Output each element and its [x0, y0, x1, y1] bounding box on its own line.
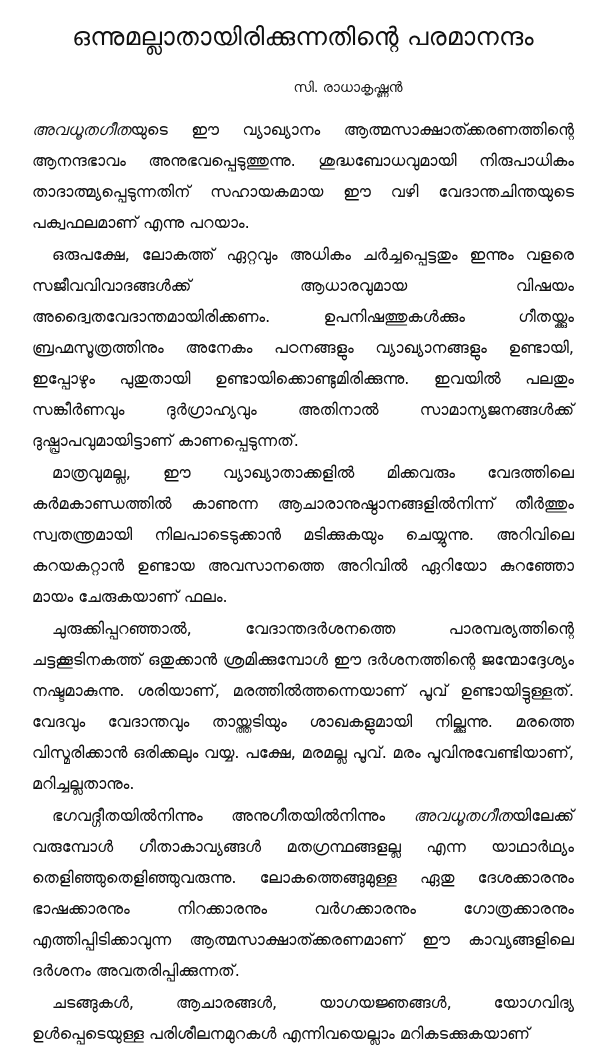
paragraph-text: ഭഗവദ്ഗീതയിൽനിന്നും അനുഗീതയിൽനിന്നും [52, 806, 414, 825]
paragraph-text: യുടെ ഈ വ്യാഖ്യാനം ആത്മസാക്ഷാത്ക്കരണത്തിന്റെ ആനന്ദഭാവം അനുഭവപ്പെടുത്തുന്നു. ശുദ്ധബോധവുമായി നിരുപാധികം താദാത്മ്യപ്പെടുന്നതിന് സഹായകമായ ഈ വഴി വേദാന്തചിന്തയുടെ പക്വഫലമാണ് എന്നു പറയാം. [32, 120, 574, 232]
book-title-italic: അവധൂതഗീത [32, 120, 131, 139]
article-title: ഒന്നുമല്ലാതായിരിക്കുന്നതിന്റെ പരമാനന്ദം [72, 22, 534, 51]
article-body [32, 114, 574, 1049]
paragraph-4: ചുരുക്കിപ്പറഞ്ഞാൽ, വേദാന്തദർശനത്തെ പാരമ്പര്യത്തിന്റെ ചട്ടക്കൂടിനകത്ത് ഒതുക്കാൻ ശ്രമിക്കുമ്പോൾ ഈ ദർശനത്തിന്റെ ജന്മോദ്ദേശ്യം നഷ്ടമാകുന്നു. ശരിയാണ്, മരത്തിൽത്തന്നെയാണ് പൂവ് ഉണ്ടായിട്ടുള്ളത്. വേദവും വേദാന്തവും തായ്ത്തടിയും ശാഖകളുമായി നില്ക്കുന്നു. മരത്തെ വിസ്മരിക്കാൻ ഒരിക്കലും വയ്യ. പക്ഷേ, മരമല്ല പൂവ്. മരം പൂവിനുവേണ്ടിയാണ്, മറിച്ചല്ലതാനും. [32, 619, 574, 793]
paragraph-3: മാത്രവുമല്ല, ഈ വ്യാഖ്യാതാക്കളിൽ മിക്കവരും വേദത്തിലെ കർമകാണ്ഡത്തിൽ കാണുന്ന ആചാരാനുഷ്ഠാനങ്ങളിൽനിന്ന് തീർത്തും സ്വതന്ത്രമായി നിലപാടെടുക്കാൻ മടിക്കുകയും ചെയ്യുന്നു. അറിവിലെ കറയകറ്റാൻ ഉണ്ടായ അവസാനത്തെ അറിവിൽ ഏറിയോ കുറഞ്ഞോ മായം ചേരുകയാണ് ഫലം. [32, 463, 574, 606]
paragraph-2: ഒരുപക്ഷേ, ലോകത്ത് ഏറ്റവും അധികം ചർച്ചപ്പെട്ടതും ഇന്നും വളരെ സജീവവിവാദങ്ങൾക്ക് ആധാരവുമായ വിഷയം അദ്വൈതവേദാന്തമായിരിക്കണം. ഉപനിഷത്തുകൾക്കും ഗീതയ്ക്കും ബ്രഹ്മസൂത്രത്തിനും അനേകം പഠനങ്ങളും വ്യാഖ്യാനങ്ങളും ഉണ്ടായി, ഇപ്പോഴും പുതുതായി ഉണ്ടായിക്കൊണ്ടുമിരിക്കുന്നു. ഇവയിൽ പലതും സങ്കീർണവും ദുർഗ്രാഹ്യവും അതിനാൽ സാമാന്യജനങ്ങൾക്ക് ദുഷ്പ്രാപവുമായിട്ടാണ് കാണപ്പെടുന്നത്. [32, 245, 574, 450]
author-name: സി. രാധാകൃഷ്ണൻ [293, 80, 403, 96]
paragraph-text: യിലേക്ക് വരുമ്പോൾ ഗീതാകാവ്യങ്ങൾ മതഗ്രന്ഥങ്ങളല്ല എന്ന യാഥാർഥ്യം തെളിഞ്ഞുതെളിഞ്ഞുവരുന്നു. ലോകത്തെങ്ങുമുള്ള ഏതു ദേശക്കാരനും ഭാഷക്കാരനും നിറക്കാരനും വർഗക്കാരനും ഗോത്രക്കാരനും എത്തിപ്പിടിക്കാവുന്ന ആത്മസാക്ഷാത്ക്കരണമാണ് ഈ കാവ്യങ്ങളിലെ ദർശനം അവതരിപ്പിക്കുന്നത്. [32, 806, 574, 980]
paragraph-6: ചടങ്ങുകൾ, ആചാരങ്ങൾ, യാഗയജ്ഞങ്ങൾ, യോഗവിദ്യ ഉൾപ്പെടെയുള്ള പരിശീലനമുറകൾ എന്നിവയെല്ലാം മറികടക്കുകയാണ് [32, 993, 574, 1043]
paragraph-5 [32, 800, 574, 986]
book-title-italic: അവധൂതഗീത [413, 806, 513, 825]
paragraph-1 [32, 114, 574, 238]
